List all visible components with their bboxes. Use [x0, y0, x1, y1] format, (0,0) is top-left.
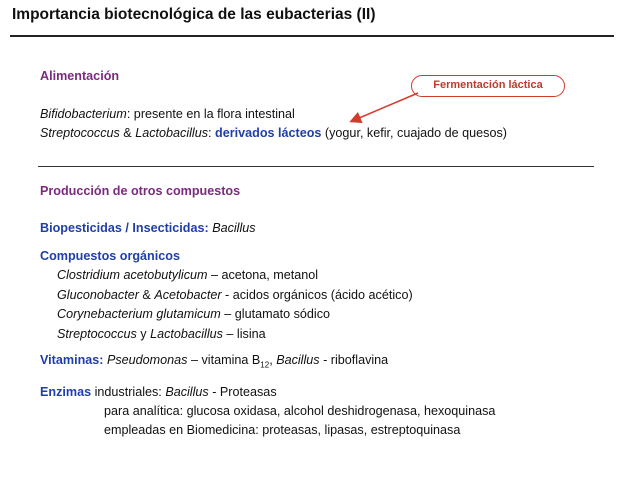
label-enzimas: Enzimas	[40, 385, 92, 399]
organism-name: Pseudomonas	[106, 353, 188, 367]
organism-name: Lactobacillus	[150, 327, 223, 341]
organism-name: Streptococcus	[57, 327, 137, 341]
organism-name: Acetobacter	[154, 288, 222, 302]
section-heading-produccion: Producción de otros compuestos	[40, 184, 241, 198]
section-heading-alimentacion: Alimentación	[40, 69, 120, 83]
enzimas-line-1: Enzimas industriales: Bacillus - Proteasas	[40, 385, 277, 399]
alimentacion-line-1: Bifidobacterium: presente en la flora intestinal	[40, 107, 295, 121]
compuestos-item: Gluconobacter & Acetobacter - acidos orgánicos (ácido acético)	[57, 288, 413, 302]
compuestos-item: Corynebacterium glutamicum – glutamato sódico	[57, 307, 330, 321]
organism-name: Bacillus	[276, 353, 320, 367]
label-compuestos-organicos: Compuestos orgánicos	[40, 249, 180, 263]
organism-name: Streptococcus	[40, 126, 120, 140]
organism-name: Bifidobacterium	[40, 107, 127, 121]
biopesticidas-line	[40, 220, 256, 236]
organism-name: Corynebacterium glutamicum	[57, 307, 221, 321]
compuestos-item: Streptococcus y Lactobacillus – lisina	[57, 327, 266, 341]
vitaminas-line: Vitaminas: Pseudomonas – vitamina $B_{12}$, Bacillus - riboflavina	[40, 353, 389, 370]
organism-name: Lactobacillus	[135, 126, 209, 140]
label-vitaminas: Vitaminas:	[40, 353, 104, 367]
callout-fermentacion-lactica: Fermentación láctica	[411, 75, 565, 97]
section-divider	[38, 166, 594, 167]
organism-name: Bacillus	[212, 221, 256, 235]
organism-name: Bacillus	[165, 385, 209, 399]
organism-name: Clostridium acetobutylicum	[57, 268, 208, 282]
alimentacion-line-2: Streptococcus & Lactobacillus: derivados lácteos (yogur, kefir, cuajado de quesos)	[40, 126, 507, 140]
compuestos-item: Clostridium acetobutylicum – acetona, metanol	[57, 268, 319, 282]
title-divider	[10, 35, 614, 37]
enzimas-line-2: para analítica: glucosa oxidasa, alcohol deshidrogenasa, hexoquinasa	[104, 404, 496, 418]
subscript-12: 12	[260, 360, 270, 370]
enzimas-line-3: empleadas en Biomedicina: proteasas, lipasas, estreptoquinasa	[104, 423, 461, 437]
highlight-derivados-lacteos: derivados lácteos	[215, 126, 322, 140]
label-biopesticidas: Biopesticidas / Insecticidas:	[40, 221, 209, 235]
organism-name: Gluconobacter	[57, 288, 139, 302]
page-title: Importancia biotecnológica de las eubacterias (II)	[12, 6, 376, 23]
